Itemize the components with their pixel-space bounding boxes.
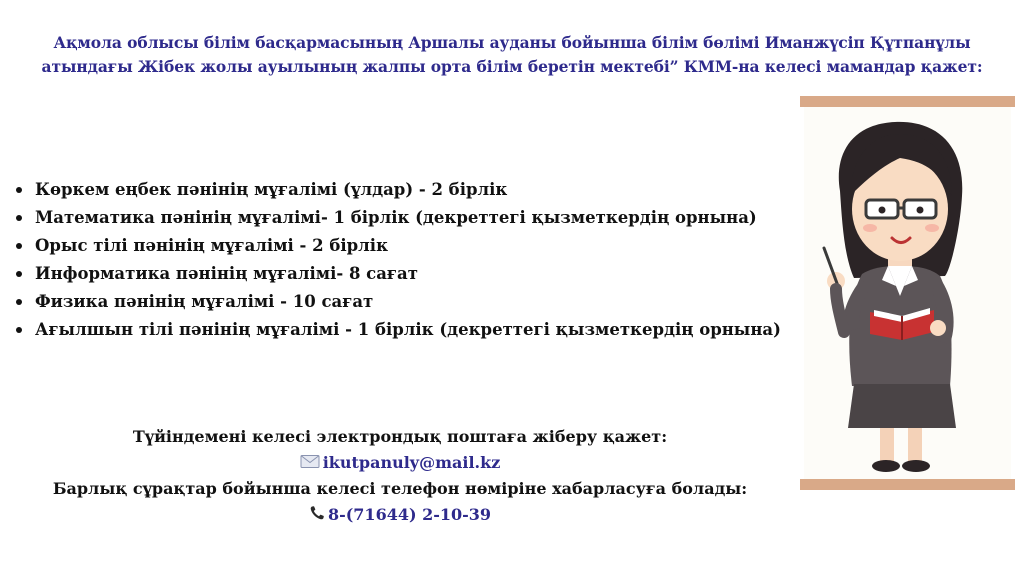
bullet-icon	[16, 215, 22, 221]
vacancy-item: Көркем еңбек пәнінің мұғалімі (ұлдар) - 2 бірлік	[14, 176, 781, 204]
bullet-icon	[16, 327, 22, 333]
vacancy-item: Математика пәнінің мұғалімі- 1 бірлік (декреттегі қызметкердің орнына)	[14, 204, 781, 232]
phone-icon	[309, 503, 325, 529]
announcement-header	[40, 31, 984, 79]
email-link[interactable]: ikutpanuly@mail.kz	[322, 453, 501, 472]
envelope-icon	[300, 451, 320, 477]
email-row	[0, 450, 800, 476]
bullet-icon	[16, 187, 22, 193]
vacancy-item: Информатика пәнінің мұғалімі- 8 сағат	[14, 260, 781, 288]
contact-section	[0, 424, 800, 528]
header-line-2: атындағы Жібек жолы ауылының жалпы орта білім беретін мектебі” КММ-на келесі мамандар қажет:	[41, 57, 983, 76]
bullet-icon	[16, 243, 22, 249]
resume-instruction: Түйіндемені келесі электрондық поштаға жіберу қажет:	[132, 427, 668, 446]
header-line-1: Ақмола облысы білім басқармасының Аршалы ауданы бойынша білім бөлімі Иманжүсіп Құтпанұлы	[53, 33, 971, 52]
phone-instruction: Барлық сұрақтар бойынша келесі телефон нөміріне хабарласуға болады:	[52, 479, 748, 498]
teacher-illustration	[800, 96, 1015, 500]
phone-number[interactable]: 8-(71644) 2-10-39	[327, 505, 492, 524]
bullet-icon	[16, 299, 22, 305]
vacancy-item: Орыс тілі пәнінің мұғалімі - 2 бірлік	[14, 232, 781, 260]
vacancy-item: Физика пәнінің мұғалімі - 10 сағат	[14, 288, 781, 316]
vacancy-list	[14, 176, 781, 344]
phone-row	[0, 502, 800, 528]
bullet-icon	[16, 271, 22, 277]
vacancy-item: Ағылшын тілі пәнінің мұғалімі - 1 бірлік (декреттегі қызметкердің орнына)	[14, 316, 781, 344]
